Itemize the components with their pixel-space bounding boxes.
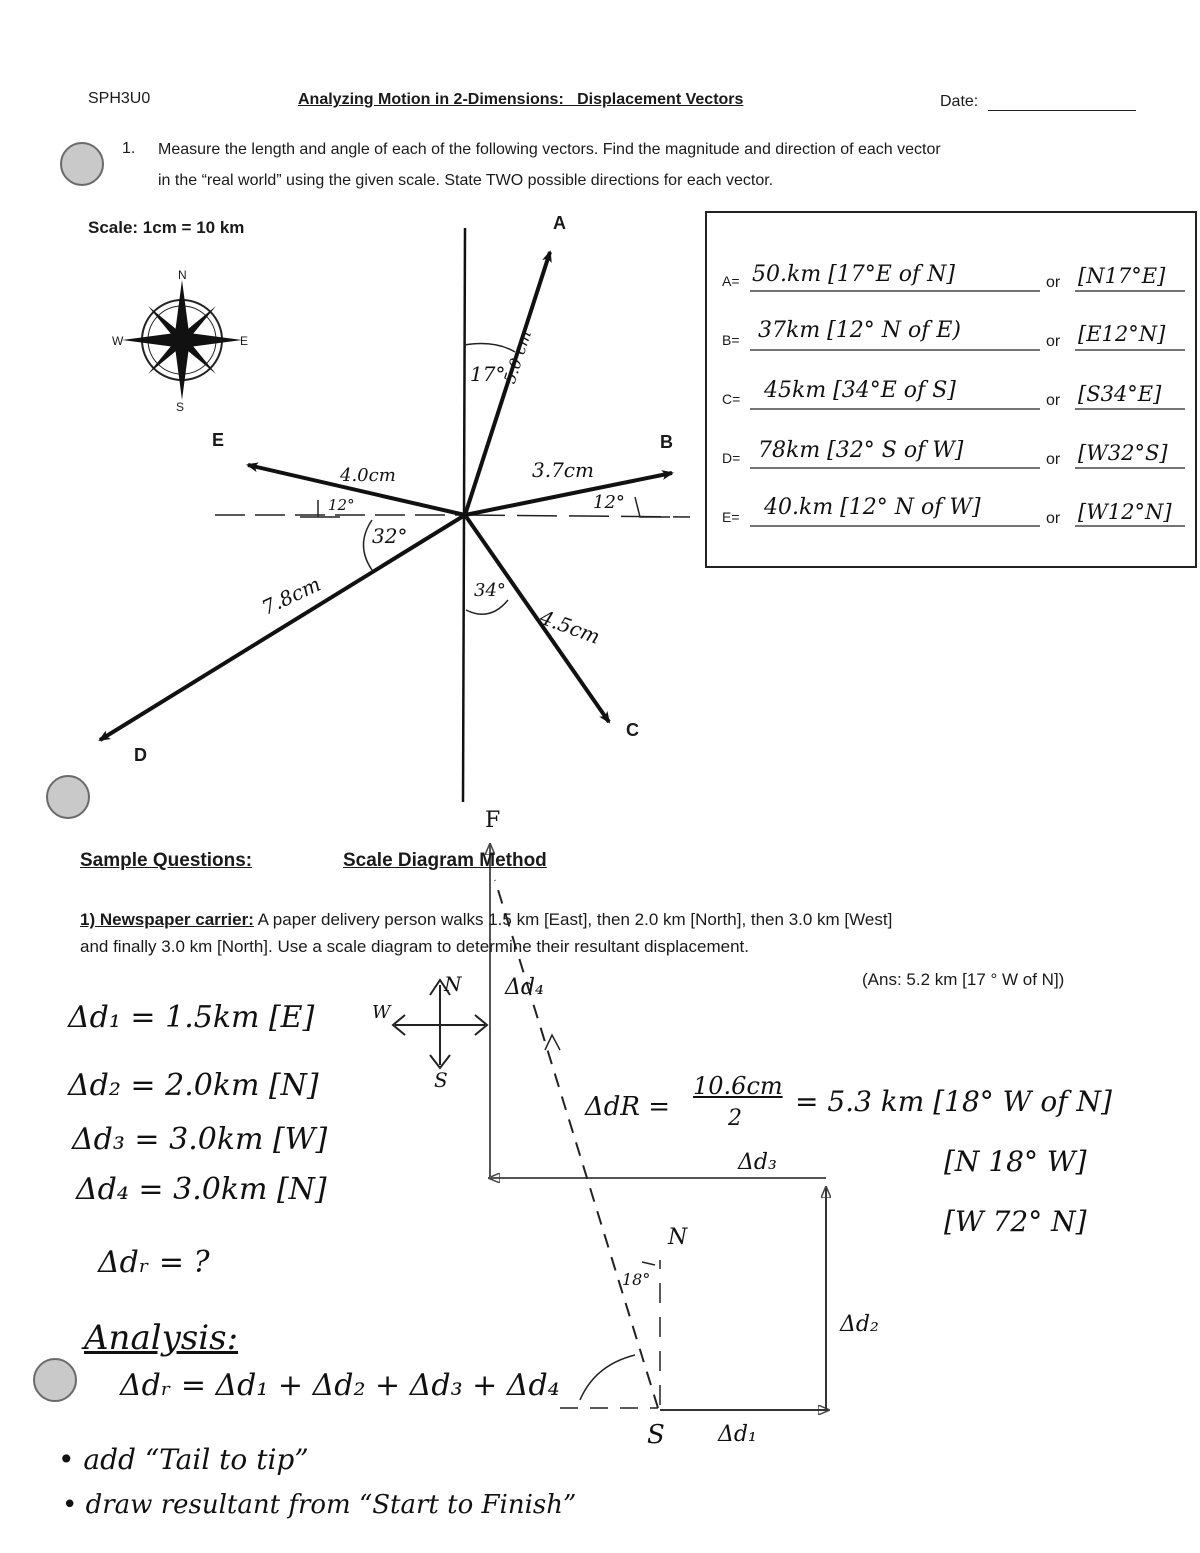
dr-alt-2: [W 72° N] [944, 1205, 1087, 1238]
label-d1: Δd₁ [718, 1422, 757, 1447]
dr-alt-1: [N 18° W] [944, 1145, 1087, 1178]
work-bullet-2: • draw resultant from “Start to Finish” [62, 1490, 577, 1520]
work-d2: Δd₂ = 2.0km [N] [68, 1068, 319, 1103]
vector-label-e: E [212, 430, 225, 450]
label-start: S [647, 1420, 665, 1450]
angle-arc-c [466, 600, 508, 614]
sample-question-line1 [80, 910, 892, 930]
answer-value-b[interactable]: 37km [12° N of E) [758, 318, 962, 343]
vector-c [465, 515, 609, 722]
answer-alt-e[interactable]: [W12°N] [1078, 500, 1172, 524]
dr-result: = 5.3 km [18° W of N] [795, 1085, 1112, 1118]
course-code: SPH3U0 [88, 90, 151, 107]
scale-label: Scale: 1cm = 10 km [88, 218, 245, 237]
dr-fraction-denominator: 2 [728, 1106, 742, 1131]
answer-label-c: C= [722, 391, 741, 407]
note-a-angle: 17° [470, 362, 506, 386]
angle-arc-d [364, 520, 373, 570]
note-a-length: 5.0 cm [500, 328, 535, 386]
answer-alt-d[interactable]: [W32°S] [1078, 441, 1168, 465]
vector-label-b: B [660, 432, 673, 452]
note-c-length: 4.5cm [536, 605, 604, 649]
answer-or-b: or [1046, 333, 1061, 350]
vector-label-f: F [485, 808, 501, 833]
compass-small-n: N [444, 972, 462, 996]
answer-alt-c[interactable]: [S34°E] [1078, 382, 1162, 406]
answer-alt-a[interactable]: [N17°E] [1078, 264, 1166, 288]
answer-value-c[interactable]: 45km [34°E of S] [764, 378, 956, 403]
note-b-angle: 12° [593, 492, 625, 513]
vector-label-a: A [553, 213, 566, 233]
work-bullet-1: • add “Tail to tip” [58, 1443, 309, 1476]
dr-fraction-numerator: 10.6cm [693, 1072, 783, 1100]
sample-compass-icon [393, 980, 487, 1068]
work-d4: Δd₄ = 3.0km [N] [76, 1172, 327, 1207]
answer-or-c: or [1046, 392, 1061, 409]
vector-d [100, 515, 465, 740]
compass-w-label: W [112, 334, 124, 348]
answer-value-e[interactable]: 40.km [12° N of W] [764, 495, 981, 520]
answer-label-e: E= [722, 509, 740, 525]
note-e-angle: 12° [328, 496, 355, 514]
note-c-angle: 34° [474, 580, 506, 601]
label-d3: Δd₃ [738, 1150, 777, 1175]
compass-n-label: N [178, 268, 187, 282]
answer-label-d: D= [722, 450, 741, 466]
note-e-length: 4.0cm [340, 465, 396, 486]
question-text-line2: in the “real world” using the given scale. State TWO possible directions for each vector. [158, 172, 774, 189]
answer-or-e: or [1046, 510, 1061, 527]
compass-rose-icon [122, 280, 242, 400]
label-d2: Δd₂ [840, 1312, 879, 1337]
answer-label-b: B= [722, 332, 740, 348]
work-d1: Δd₁ = 1.5km [E] [68, 1000, 315, 1035]
compass-e-label: E [240, 334, 249, 348]
date-label: Date: [940, 93, 979, 110]
vector-label-c: C [626, 720, 639, 740]
answer-label-a: A= [722, 273, 740, 289]
vector-label-d: D [134, 745, 147, 765]
sample-heading: Sample Questions: [80, 850, 253, 871]
compass-s-label: S [176, 400, 185, 414]
sample-question-title: 1) Newspaper carrier: [80, 910, 254, 929]
work-analysis-heading: Analysis: [84, 1318, 239, 1358]
sample-answer: (Ans: 5.2 km [17 ° W of N]) [862, 970, 1065, 989]
angle-arc-a [464, 344, 515, 352]
compass-small-w: W [372, 1002, 391, 1023]
note-d-angle: 32° [372, 524, 408, 548]
answer-alt-b[interactable]: [E12°N] [1078, 322, 1166, 346]
dr-calc-label: ΔdR = [585, 1092, 671, 1122]
note-d-length: 7.8cm [258, 571, 325, 620]
angle-bracket-b [635, 497, 670, 517]
answer-or-d: or [1046, 451, 1061, 468]
answer-value-a[interactable]: 50.km [17°E of N] [752, 262, 956, 287]
resultant-vector [495, 880, 658, 1408]
work-dr: Δdᵣ = ? [98, 1245, 210, 1280]
work-equation: Δdᵣ = Δd₁ + Δd₂ + Δd₃ + Δd₄ [120, 1368, 560, 1403]
label-d4: Δd₄ [505, 975, 544, 1000]
question-text-line1: Measure the length and angle of each of the following vectors. Find the magnitude and direction of each vector [158, 141, 941, 158]
sample-question-text1: A paper delivery person walks 1.5 km [East], then 2.0 km [North], then 3.0 km [West] [253, 910, 893, 929]
sample-question-line2: and finally 3.0 km [North]. Use a scale diagram to determine their resultant displacement. [80, 937, 749, 956]
page-title: Analyzing Motion in 2-Dimensions: Displacement Vectors [298, 91, 744, 108]
label-angle-18: 18° [622, 1270, 651, 1289]
answer-or-a: or [1046, 274, 1061, 291]
label-north: N [668, 1225, 688, 1250]
sample-method: Scale Diagram Method [343, 850, 547, 871]
note-b-length: 3.7cm [532, 458, 594, 482]
work-d3: Δd₃ = 3.0km [W] [72, 1122, 328, 1157]
question-number: 1. [122, 140, 136, 157]
answer-value-d[interactable]: 78km [32° S of W] [758, 438, 964, 463]
compass-small-s: S [434, 1068, 448, 1092]
